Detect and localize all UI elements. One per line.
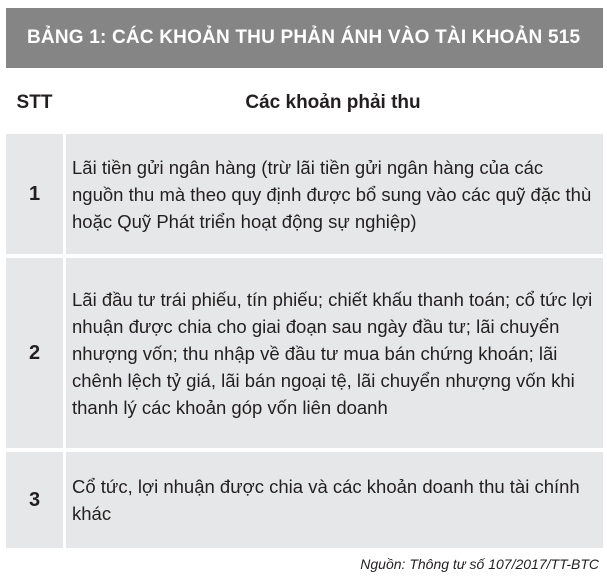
header-items: Các khoản phải thu [245, 92, 421, 113]
table-header-row [6, 72, 603, 134]
column-divider [63, 258, 66, 448]
table-title [6, 8, 603, 68]
source-note: Nguồn: Thông tư số 107/2017/TT-BTC [360, 556, 599, 572]
column-divider [63, 134, 66, 254]
row-text: Cổ tức, lợi nhuận được chia và các khoản doanh thu tài chính khác [72, 476, 580, 524]
row-number: 1 [28, 182, 41, 205]
table-row-3 [6, 452, 603, 548]
row-number: 3 [28, 488, 41, 511]
row-text: Lãi đầu tư trái phiếu, tín phiếu; chiết khấu thanh toán; cổ tức lợi nhuận được chia cho giai đoạn sau ngày đầu tư; lãi chuyển nhượng vốn; thu nhập về đầu tư mua bán chứng khoán; lãi chênh lệch tỷ giá, lãi bán ngoại tệ, lãi chuyển nhượng vốn khi thanh lý các khoản góp vốn liên doanh [72, 288, 593, 418]
row-content [72, 134, 597, 254]
table-title-text: BẢNG 1: CÁC KHOẢN THU PHẢN ÁNH VÀO TÀI KHOẢN 515 [27, 27, 581, 48]
table-row-2 [6, 258, 603, 448]
row-content [72, 452, 597, 548]
row-content [72, 258, 597, 448]
row-number: 2 [28, 341, 41, 364]
header-stt: STT [16, 92, 53, 113]
table-row-1 [6, 134, 603, 254]
column-divider [63, 452, 66, 548]
row-text: Lãi tiền gửi ngân hàng (trừ lãi tiền gửi ngân hàng của các nguồn thu mà theo quy định được bổ sung vào các quỹ đặc thù hoặc Quỹ Phát triển hoạt động sự nghiệp) [72, 156, 592, 232]
